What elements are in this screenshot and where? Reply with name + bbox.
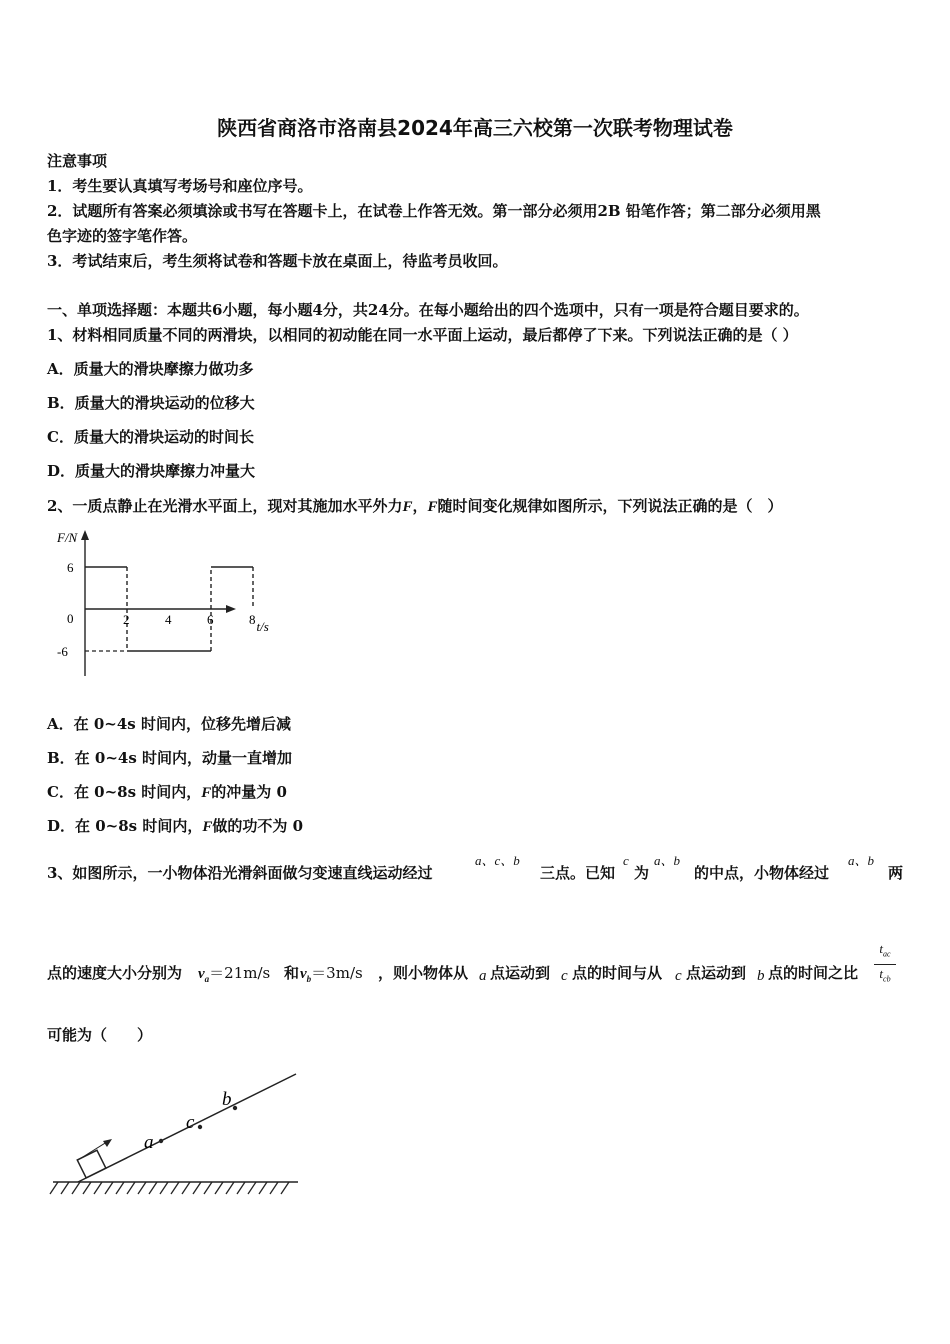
x-axis-arrow bbox=[226, 605, 236, 613]
q2-comma: ， bbox=[412, 497, 428, 515]
y-tick-label: 0 bbox=[67, 611, 74, 626]
hatch-mark bbox=[61, 1182, 69, 1194]
q3-line2-part1: 点的速度大小分别为 bbox=[47, 964, 183, 982]
block bbox=[77, 1150, 106, 1178]
q3-line2-part3: 点运动到 bbox=[490, 964, 551, 982]
hatch-mark bbox=[127, 1182, 135, 1194]
hatch-mark bbox=[204, 1182, 212, 1194]
y-axis-arrow bbox=[81, 530, 89, 540]
hatch-mark bbox=[237, 1182, 245, 1194]
q3-line2-part4: 点的时间与从 bbox=[572, 964, 663, 982]
hatch-mark bbox=[193, 1182, 201, 1194]
hatch-mark bbox=[248, 1182, 256, 1194]
x-tick-label: 8 bbox=[249, 612, 256, 627]
hatch-mark bbox=[149, 1182, 157, 1194]
q3-line1-part4: 的中点，小物体经过 bbox=[694, 864, 830, 882]
q2-option-d: D．在 0~8s 时间内，F做的功不为 0 bbox=[47, 817, 304, 835]
q3-vb: $v_b=3m/s$ bbox=[300, 964, 363, 984]
q1-option-b: B．质量大的滑块运动的位移大 bbox=[47, 394, 255, 412]
q3-point-c: c bbox=[623, 853, 629, 868]
q1-option-d: D．质量大的滑块摩擦力冲量大 bbox=[47, 462, 256, 480]
q2-stem-part1: 2、一质点静止在光滑水平面上，现对其施加水平外力 bbox=[47, 497, 403, 515]
notice-item-2-cont: 色字迹的签字笔作答。 bbox=[47, 227, 198, 245]
hatch-mark bbox=[83, 1182, 91, 1194]
y-tick-label: 6 bbox=[67, 560, 74, 575]
notice-heading: 注意事项 bbox=[47, 152, 108, 170]
x-tick-label: 4 bbox=[165, 612, 172, 627]
q3-time-ratio bbox=[872, 941, 898, 987]
q2-force-symbol-2: F bbox=[427, 499, 438, 515]
q3-line1-part2: 三点。已知 bbox=[540, 864, 616, 882]
q1-option-a: A．质量大的滑块摩擦力做功多 bbox=[47, 360, 254, 378]
hatch-mark bbox=[72, 1182, 80, 1194]
label-c: c bbox=[186, 1112, 195, 1133]
q3-line2-part2: ，则小物体从 bbox=[378, 964, 469, 982]
q3-line1-part5: 两 bbox=[888, 864, 904, 882]
q3-and: 和 bbox=[284, 964, 300, 982]
q3-point-b: b bbox=[757, 968, 765, 984]
q2-stem-part2: 随时间变化规律如图所示，下列说法正确的是（ ） bbox=[437, 497, 783, 515]
q3-line2-part6: 点的时间之比 bbox=[768, 964, 859, 982]
q2-option-c: C．在 0~8s 时间内，F的冲量为 0 bbox=[47, 783, 287, 801]
notice-item-1: 1．考生要认真填写考场号和座位序号。 bbox=[47, 177, 313, 195]
notice-item-2: 2．试题所有答案必须填涂或书写在答题卡上，在试卷上作答无效。第一部分必须用2B 铅笔作答；第二部分必须用黑 bbox=[47, 202, 821, 220]
hatch-mark bbox=[94, 1182, 102, 1194]
point-a-dot bbox=[159, 1139, 163, 1143]
hatch-mark bbox=[160, 1182, 168, 1194]
section-heading: 一、单项选择题：本题共6小题，每小题4分，共24分。在每小题给出的四个选项中，只有一项是符合题目要求的。 bbox=[47, 301, 809, 319]
page-title: 陕西省商洛市洛南县2024年高三六校第一次联考物理试卷 bbox=[217, 116, 733, 140]
label-b: b bbox=[222, 1089, 232, 1110]
q3-line2-part5: 点运动到 bbox=[686, 964, 747, 982]
motion-arrow-head bbox=[103, 1139, 112, 1147]
y-axis-label: F/N bbox=[57, 530, 78, 545]
hatch-mark bbox=[270, 1182, 278, 1194]
q3-point-c-3: c bbox=[675, 968, 682, 984]
q3-line1-part1: 3、如图所示，一小物体沿光滑斜面做匀变速直线运动经过 bbox=[47, 864, 433, 882]
hatch-mark bbox=[171, 1182, 179, 1194]
q3-point-a: a bbox=[479, 968, 487, 984]
q2-option-a: A．在 0~4s 时间内，位移先增后减 bbox=[47, 715, 291, 733]
q3-point-c-2: c bbox=[561, 968, 568, 984]
hatch-mark bbox=[50, 1182, 58, 1194]
q3-ratio-denominator: $t_{cb}$ bbox=[879, 965, 891, 984]
ground-hatching bbox=[50, 1182, 289, 1194]
hatch-mark bbox=[215, 1182, 223, 1194]
y-tick-label: -6 bbox=[57, 644, 68, 659]
q2-option-b: B．在 0~4s 时间内，动量一直增加 bbox=[47, 749, 293, 767]
incline-diagram bbox=[48, 1064, 308, 1204]
q3-points-ab-2: a、b bbox=[848, 853, 875, 868]
hatch-mark bbox=[138, 1182, 146, 1194]
q1-stem: 1、材料相同质量不同的两滑块，以相同的初动能在同一水平面上运动，最后都停了下来。下列说法正确的是（ ） bbox=[47, 326, 798, 344]
force-time-chart bbox=[40, 528, 269, 688]
hatch-mark bbox=[226, 1182, 234, 1194]
q2-stem bbox=[47, 496, 783, 517]
notice-item-3: 3．考试结束后，考生须将试卷和答题卡放在桌面上，待监考员收回。 bbox=[47, 252, 508, 270]
x-axis-label: t/s bbox=[256, 619, 269, 634]
q3-line1-part3: 为 bbox=[634, 864, 650, 882]
hatch-mark bbox=[182, 1182, 190, 1194]
q3-ratio-bar bbox=[874, 964, 896, 965]
q3-points-ab: a、b bbox=[654, 853, 681, 868]
x-tick-label: 2 bbox=[123, 612, 130, 627]
q3-va: $v_a=21m/s$ bbox=[198, 964, 271, 984]
q3-ratio-numerator: $t_{ac}$ bbox=[879, 941, 891, 959]
point-b-dot bbox=[233, 1106, 237, 1110]
label-a: a bbox=[144, 1132, 154, 1153]
hatch-mark bbox=[116, 1182, 124, 1194]
q3-points-acb: a、c、b bbox=[475, 853, 520, 868]
q3-line3: 可能为（ ） bbox=[47, 1026, 153, 1044]
hatch-mark bbox=[259, 1182, 267, 1194]
hatch-mark bbox=[105, 1182, 113, 1194]
q1-option-c: C．质量大的滑块运动的时间长 bbox=[47, 428, 254, 446]
q2-force-symbol: F bbox=[402, 499, 413, 515]
hatch-mark bbox=[281, 1182, 289, 1194]
x-tick-label: 6 bbox=[207, 612, 214, 627]
point-c-dot bbox=[198, 1125, 202, 1129]
